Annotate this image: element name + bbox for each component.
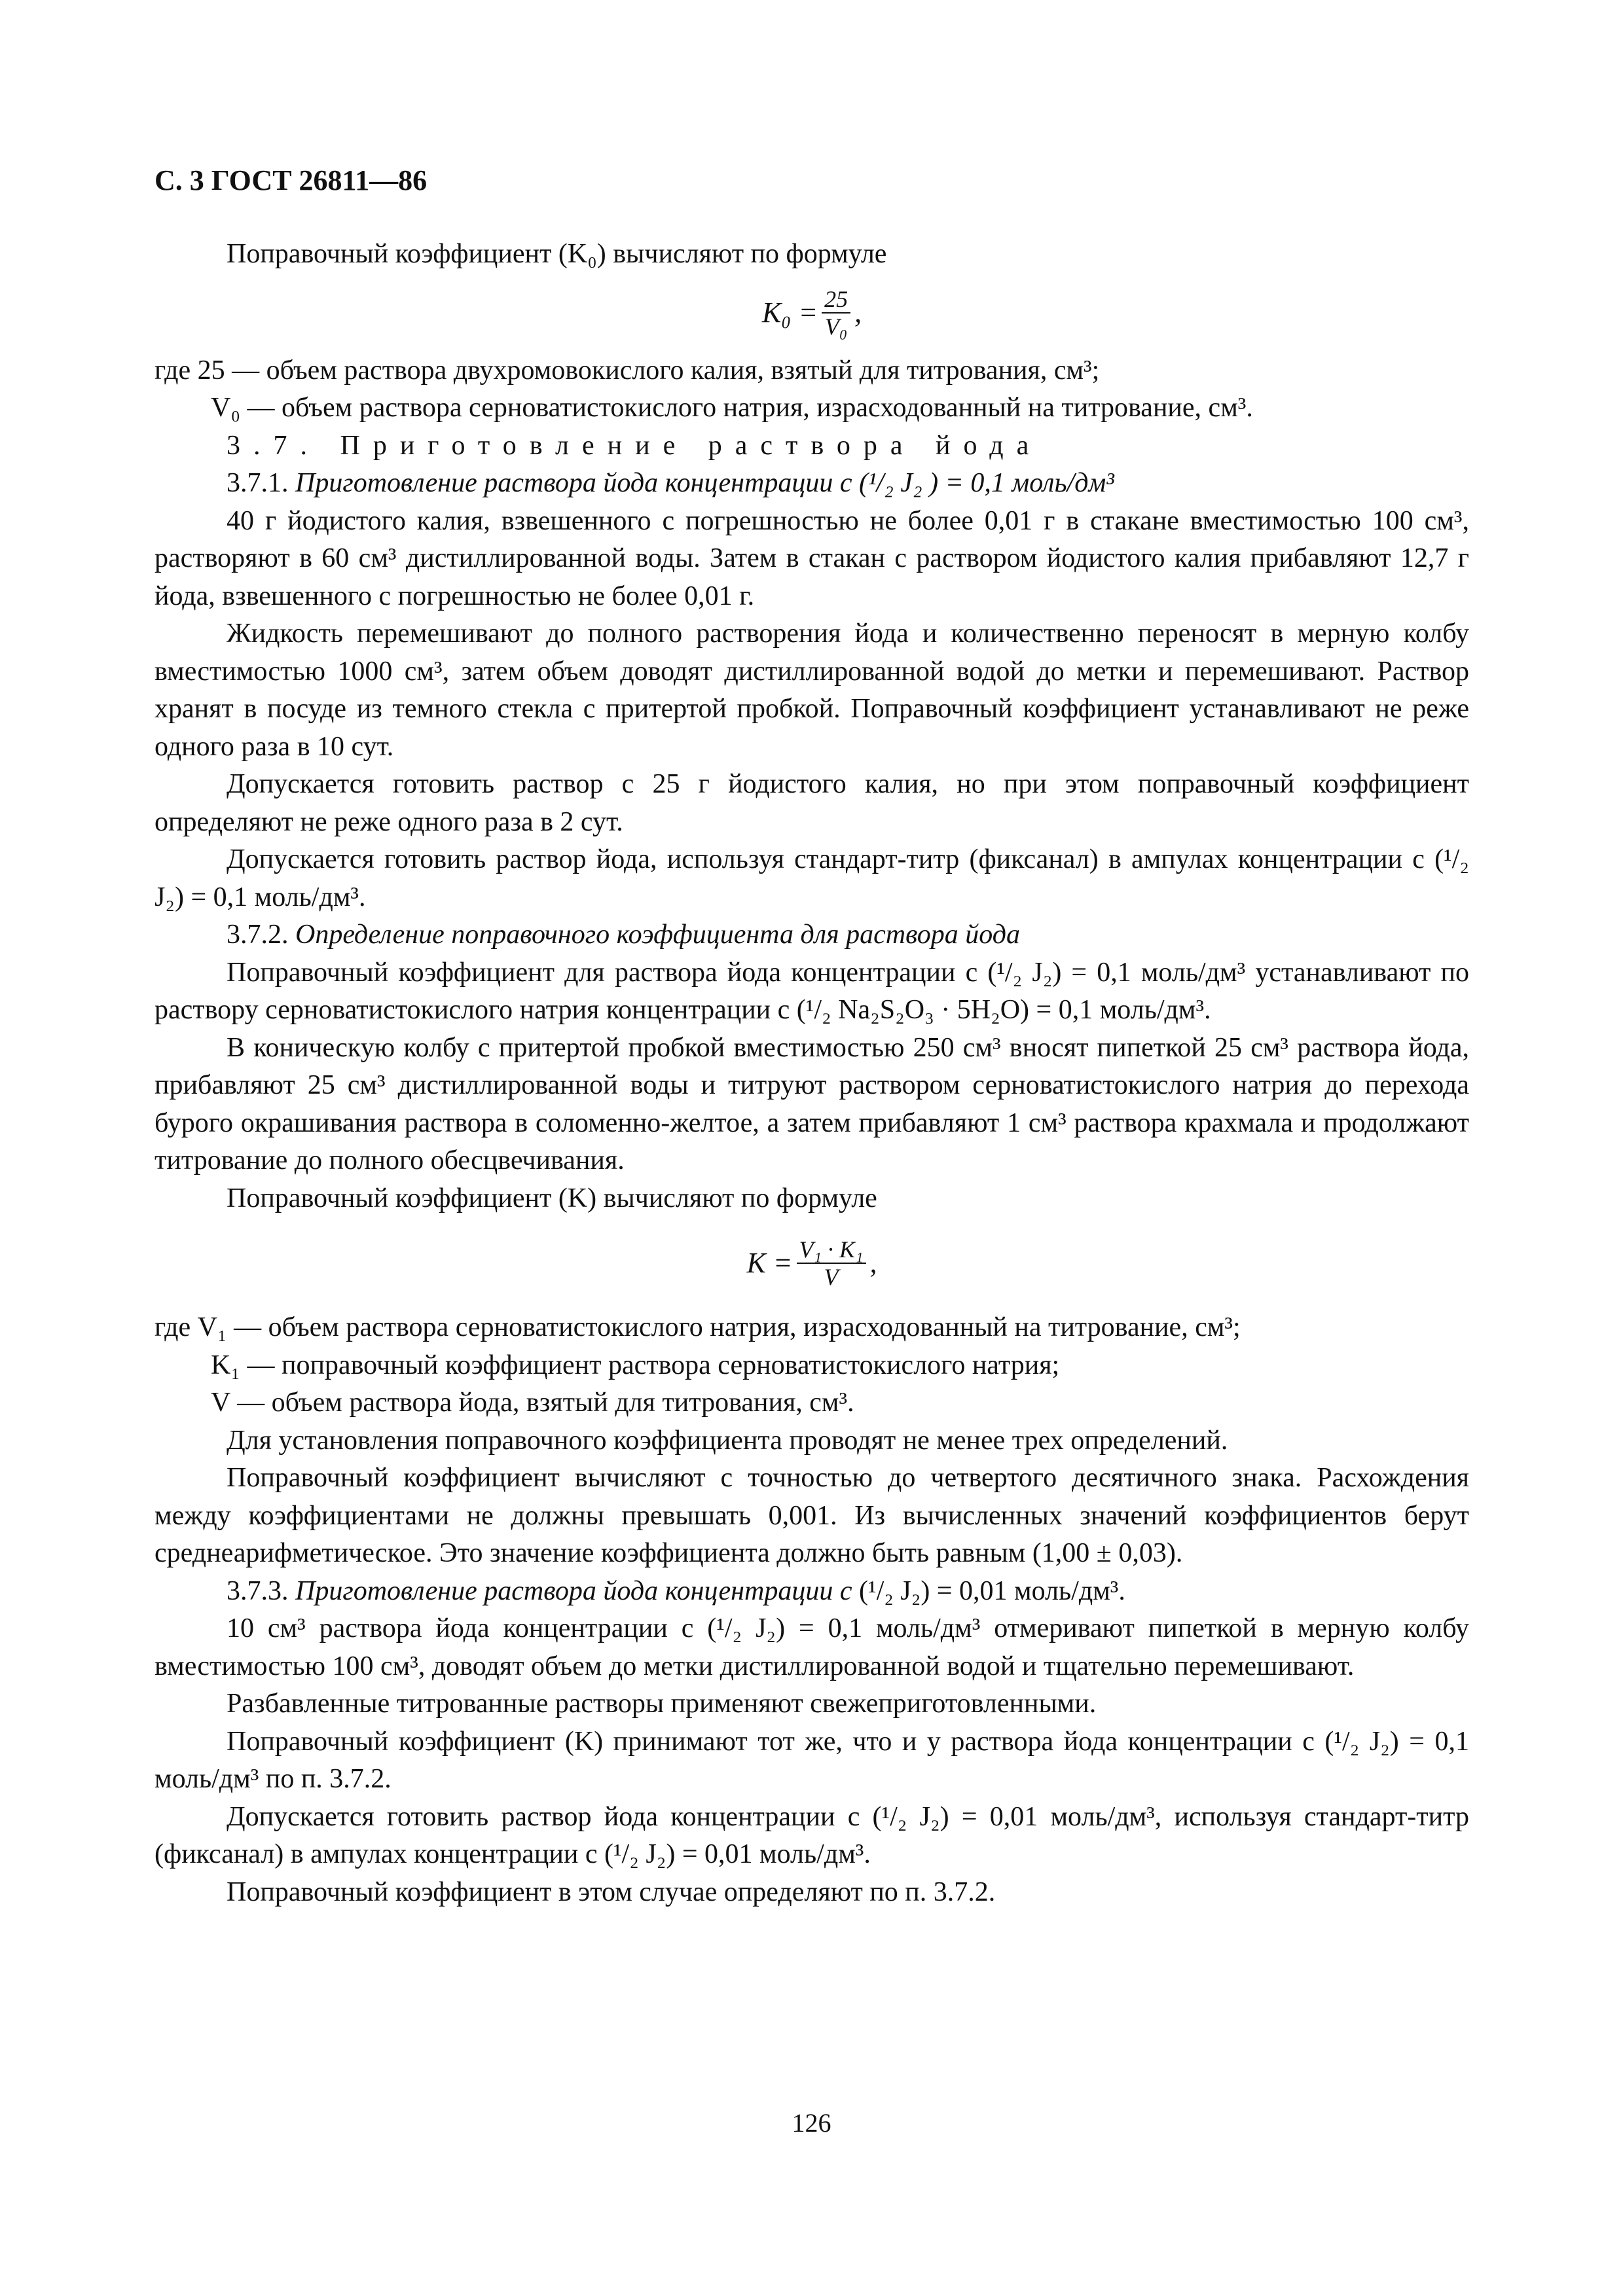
paragraph: Допускается готовить раствор йода концентрации c (¹/₂ J₂) = 0,01 моль/дм³, используя стандарт-титр (фиксанал) в ампулах концентрации c (¹/₂ J₂) = 0,01 моль/дм³. xyxy=(155,1801,1469,1869)
paragraph: Для установления поправочного коэффициента проводят не менее трех определений. xyxy=(227,1425,1228,1456)
formula-fraction xyxy=(822,286,850,340)
formula-denominator: V xyxy=(824,1264,839,1290)
subsection-title-tail: (¹/₂ J₂) = 0,01 моль/дм³. xyxy=(858,1575,1125,1606)
paragraph: 10 см³ раствора йода концентрации c (¹/₂ J₂) = 0,1 моль/дм³ отмеривают пипеткой в мерную колбу вместимостью 100 см³, доводят объем до метки дистиллированной водой и тщательно перемешивают. xyxy=(155,1613,1469,1681)
subsection-title: Определение поправочного коэффициента для раствора йода xyxy=(295,920,1020,950)
subsection-heading xyxy=(155,916,1469,954)
paragraph: Допускается готовить раствор йода, используя стандарт-титр (фиксанал) в ампулах концентрации c (¹/₂ J₂) = 0,1 моль/дм³. xyxy=(155,844,1469,912)
where-line: V — объем раствора йода, взятый для титрования, см³. xyxy=(211,1388,854,1418)
formula-lhs: K = xyxy=(746,1247,793,1280)
subsection-number: 3.7.1. xyxy=(227,468,289,498)
subsection-heading xyxy=(155,465,1469,503)
paragraph: 40 г йодистого калия, взвешенного с погрешностью не более 0,01 г в стакане вместимостью 100 см³, растворяют в 60 см³ дистиллированной воды. Затем в стакан с раствором йодистого калия прибавляют 12,7 г йода, взвешенного с погрешностью не более 0,01 г. xyxy=(155,505,1469,611)
page-number: 126 xyxy=(792,2108,831,2138)
formula-lhs: K₀ = xyxy=(761,296,818,329)
formula-tail: , xyxy=(854,296,862,329)
subsection-number: 3.7.2. xyxy=(227,920,289,950)
paragraph: Поправочный коэффициент (K) вычисляют по формуле xyxy=(227,1183,877,1213)
subsection-heading xyxy=(155,1573,1469,1611)
paragraph: Жидкость перемешивают до полного растворения йода и количественно переносят в мерную колбу вместимостью 1000 см³, затем объем доводят дистиллированной водой до метки и перемешивают. Раствор хранят в посуде из темного стекла с притертой пробкой. Поправочный коэффициент устанавливают не реже одного раза в 10 сут. xyxy=(155,619,1469,762)
page-content xyxy=(155,236,1469,1911)
subsection-title: Приготовление раствора йода концентрации c (¹/₂ J₂ ) = 0,1 моль/дм³ xyxy=(295,468,1114,498)
where-line: K₁ — поправочный коэффициент раствора серноватистокислого натрия; xyxy=(211,1350,1060,1380)
formula-k0 xyxy=(155,274,1469,352)
subsection-title: Приготовление раствора йода концентрации c xyxy=(295,1575,859,1606)
paragraph: Поправочный коэффициент в этом случае определяют по п. 3.7.2. xyxy=(227,1876,996,1907)
formula-fraction xyxy=(797,1236,866,1290)
subsection-number: 3.7.3. xyxy=(227,1575,289,1606)
where-line: V₀ — объем раствора серноватистокислого натрия, израсходованный на титрование, см³. xyxy=(211,393,1253,423)
formula-numerator: V₁ · K₁ xyxy=(797,1236,866,1264)
where-line: где V₁ — объем раствора серноватистокислого натрия, израсходованный на титрование, см³; xyxy=(155,1312,1241,1342)
paragraph: Допускается готовить раствор с 25 г йодистого калия, но при этом поправочный коэффициент определяют не реже одного раза в 2 сут. xyxy=(155,769,1469,837)
paragraph: Разбавленные титрованные растворы применяют свежеприготовленными. xyxy=(227,1689,1097,1719)
formula-denominator: V₀ xyxy=(824,313,848,340)
formula-k xyxy=(155,1217,1469,1309)
where-line: где 25 — объем раствора двухромовокислого калия, взятый для титрования, см³; xyxy=(155,355,1100,386)
formula-tail: , xyxy=(869,1247,877,1280)
paragraph: В коническую колбу с притертой пробкой вместимостью 250 см³ вносят пипеткой 25 см³ раствора йода, прибавляют 25 см³ дистиллированной воды и титруют раствором серноватистокислого натрия до перехода бурого окрашивания раствора в соломенно-желтое, а затем прибавляют 1 см³ раствора крахмала и продолжают титрование до полного обесцвечивания. xyxy=(155,1032,1469,1175)
paragraph: Поправочный коэффициент (K₀) вычисляют по формуле xyxy=(227,239,887,269)
paragraph: Поправочный коэффициент вычисляют с точностью до четвертого десятичного знака. Расхождения между коэффициентами не должны превышать 0,001. Из вычисленных значений коэффициентов берут среднеарифметическое. Это значение коэффициента должно быть равным (1,00 ± 0,03). xyxy=(155,1463,1469,1568)
formula-numerator: 25 xyxy=(822,286,850,314)
page-header: С. 3 ГОСТ 26811—86 xyxy=(155,164,428,196)
section-heading: 3.7. Приготовление раствора йода xyxy=(227,430,1042,461)
paragraph: Поправочный коэффициент для раствора йода концентрации c (¹/₂ J₂) = 0,1 моль/дм³ устанавливают по раствору серноватистокислого натрия концентрации c (¹/₂ Na₂S₂O₃ · 5H₂O) = 0,1 моль/дм³. xyxy=(155,957,1469,1025)
paragraph: Поправочный коэффициент (K) принимают тот же, что и у раствора йода концентрации c (¹/₂ J₂) = 0,1 моль/дм³ по п. 3.7.2. xyxy=(155,1726,1469,1794)
